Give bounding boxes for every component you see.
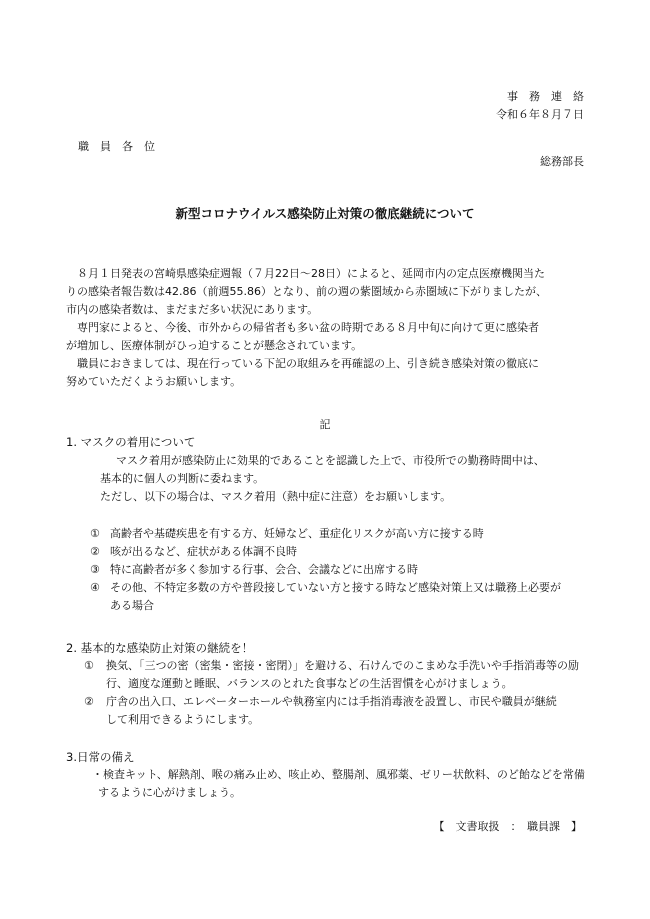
ki-marker: 記 <box>319 418 331 431</box>
section3-line: するように心がけましょう。 <box>98 786 241 799</box>
section2-heading: 2. 基本的な感染防止対策の継続を！ <box>66 641 254 655</box>
list-item: ① 換気、「三つの密（密集・密接・密閉）」を避ける、石けんでのこまめな手洗いや手指消毒等の励 <box>84 659 579 672</box>
document-title: 新型コロナウイルス感染防止対策の徹底継続について <box>175 206 475 221</box>
intro-line: 努めていただくようお願いします。 <box>66 375 242 388</box>
section1-heading: 1. マスクの着用について <box>66 435 196 449</box>
section3-heading: 3.日常の備え <box>66 750 135 764</box>
document-handler: 【 文書取扱 ： 職員課 】 <box>433 820 582 833</box>
intro-line: 専門家によると、今後、市外からの帰省者も多い盆の時期である８月中旬に向けて更に感染者 <box>66 321 539 334</box>
recipient: 職 員 各 位 <box>78 140 155 153</box>
intro-line: が増加し、医療体制がひっ迫することが懸念されています。 <box>66 339 363 352</box>
list-item: ② 庁舎の出入口、エレベーターホールや執務室内には手指消毒液を設置し、市民や職員が継続 <box>84 695 557 708</box>
list-item-continuation: して利用できるようにします。 <box>106 713 260 726</box>
list-item: ② 咳が出るなど、症状がある体調不良時 <box>90 545 297 558</box>
section1-line: ただし、以下の場合は、マスク着用（熱中症に注意）をお願いします。 <box>100 490 452 503</box>
section1-line: マスク着用が感染防止に効果的であることを認識した上で、市役所での勤務時間中は、 <box>116 454 545 467</box>
section3-line: ・検査キット、解熱剤、喉の痛み止め、咳止め、整腸剤、風邪薬、ゼリー状飲料、のど飴などを常備 <box>92 768 585 781</box>
section1-line: 基本的に個人の判断に委ねます。 <box>100 472 265 485</box>
list-item: ③ 特に高齢者が多く参加する行事、会合、会議などに出席する時 <box>90 563 418 576</box>
list-item: ① 高齢者や基礎疾患を有する方、妊婦など、重症化リスクが高い方に接する時 <box>90 527 484 540</box>
list-item: ④ その他、不特定多数の方や普段接していない方と接する時など感染対策上又は職務上必要が <box>90 581 561 594</box>
notice-type: 事 務 連 絡 <box>507 90 584 103</box>
issue-date: 令和６年８月７日 <box>496 108 584 121</box>
intro-line: 市内の感染者数は、まだまだ多い状況にあります。 <box>66 303 319 316</box>
intro-paragraph <box>66 265 547 391</box>
section2-list <box>84 657 579 729</box>
intro-line: りの感染者報告数は42.86（前週55.86）となり、前の週の紫圏域から赤圏域に下がりましたが、 <box>66 285 547 298</box>
intro-line: ８月１日発表の宮崎県感染症週報（７月22日〜28日）によると、延岡市内の定点医療機関当た <box>66 267 545 280</box>
section1-body <box>100 452 545 506</box>
intro-line: 職員におきましては、現在行っている下記の取組みを再確認の上、引き続き感染対策の徹底に <box>66 357 539 370</box>
list-item-continuation: 行、適度な運動と睡眠、バランスのとれた食事などの生活習慣を心がけましょう。 <box>106 677 513 690</box>
sender: 総務部長 <box>540 155 584 168</box>
section3-body <box>92 766 585 802</box>
list-item-continuation: ある場合 <box>110 599 154 612</box>
section1-list <box>90 525 561 615</box>
